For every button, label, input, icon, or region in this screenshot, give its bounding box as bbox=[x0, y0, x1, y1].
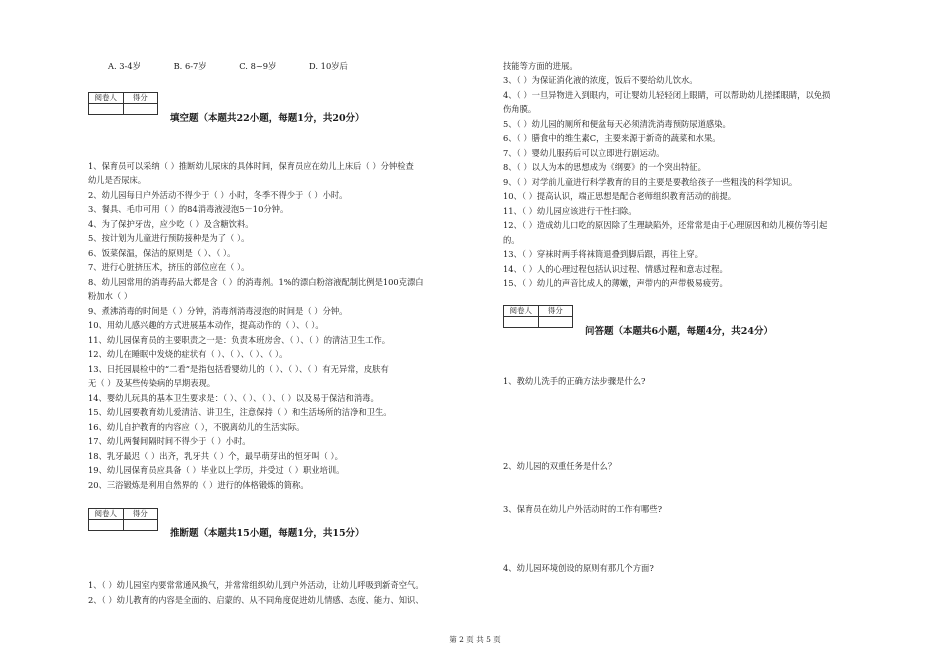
fill-line: 13、日托园晨检中的“二看”是指包括看婴幼儿的（ ）、（ ）、（ ）有无异常，皮肤有 bbox=[88, 364, 389, 374]
fill-line: 12、幼儿在睡眠中发烧的症状有（ ）、（ ）、（ ）、（ ）。 bbox=[88, 349, 288, 359]
fill-line: 5、按计划为儿童进行预防接种是为了（ ）。 bbox=[88, 233, 250, 243]
score-cell[interactable] bbox=[123, 104, 158, 115]
judge-line: 5、（ ）幼儿园的厕所和便盆每天必须清洗消毒预防尿道感染。 bbox=[503, 119, 731, 129]
judge-line: 13、（ ）穿袜时两手将袜筒退叠到脚后跟，再往上穿。 bbox=[503, 249, 703, 259]
fill-line: 10、用幼儿感兴趣的方式进展基本动作，提高动作的（ ）、（ ）。 bbox=[88, 320, 324, 330]
reviewer-cell[interactable] bbox=[504, 317, 539, 328]
judge-section-title: 推断题（本题共15小题，每题1分，共15分） bbox=[170, 528, 365, 539]
score-label: 得分 bbox=[123, 93, 158, 104]
fill-line: 6、饭菜保温，保洁的原则是（ ）、（ ）。 bbox=[88, 248, 236, 258]
score-box-qa bbox=[503, 305, 573, 328]
judge-line: 14、（ ）人的心理过程包括认识过程、情感过程和意志过程。 bbox=[503, 264, 728, 274]
qa-question: 1、教幼儿洗手的正确方法步骤是什么? bbox=[503, 376, 646, 386]
choice-a: A. 3-4岁 bbox=[108, 61, 141, 71]
fill-line: 3、餐具、毛巾可用（ ）的84消毒液浸泡5－10分钟。 bbox=[88, 204, 289, 214]
reviewer-label: 阅卷人 bbox=[89, 509, 124, 520]
judge-line: 9、（ ）对学前儿童进行科学教育的目的主要是要教给孩子一些粗浅的科学知识。 bbox=[503, 177, 798, 187]
score-box-judge bbox=[88, 508, 158, 531]
fill-line: 粉加水（ ） bbox=[88, 291, 133, 301]
fill-line: 无（ ）及某些传染病的早期表现。 bbox=[88, 378, 216, 388]
fill-line: 14、婴幼儿玩具的基本卫生要求是：（ ）、（ ）、（ ）、（ ）以及易于保洁和消毒。 bbox=[88, 393, 379, 403]
answer-choices bbox=[108, 60, 378, 72]
reviewer-cell[interactable] bbox=[89, 520, 124, 531]
qa-section-title: 问答题（本题共6小题，每题4分，共24分） bbox=[585, 326, 773, 337]
judge-line: 10、（ ）提高认识，端正思想是配合老师组织教育活动的前提。 bbox=[503, 191, 737, 201]
fill-line: 18、乳牙最迟（ ）出齐，乳牙共（ ）个，最早萌芽出的恒牙叫（ ）。 bbox=[88, 451, 343, 461]
fill-line: 2、幼儿园每日户外活动不得少于（ ）小时，冬季不得少于（ ）小时。 bbox=[88, 190, 348, 200]
reviewer-label: 阅卷人 bbox=[89, 93, 124, 104]
judge-line: 15、（ ）幼儿的声音比成人的薄嫩，声带内的声带极易疲劳。 bbox=[503, 278, 728, 288]
fill-line: 15、幼儿园要教育幼儿爱清洁、讲卫生，注意保持（ ）和生活场所的洁净和卫生。 bbox=[88, 407, 392, 417]
choice-c: C. 8~9岁 bbox=[239, 61, 277, 71]
judge-line: 11、（ ）幼儿园应该进行干性扫除。 bbox=[503, 206, 637, 216]
score-label: 得分 bbox=[123, 509, 158, 520]
reviewer-cell[interactable] bbox=[89, 104, 124, 115]
fill-line: 16、幼儿自护教育的内容应（ ），不脱离幼儿的生活实际。 bbox=[88, 422, 305, 432]
fill-line: 9、煮沸消毒的时间是（ ）分钟，消毒剂消毒浸泡的时间是（ ）分钟。 bbox=[88, 306, 348, 316]
score-label: 得分 bbox=[538, 306, 573, 317]
judge-line: 4、（ ）一旦异物进入到眼内，可让婴幼儿轻轻闭上眼睛，可以帮助幼儿搓揉眼睛，以免损 bbox=[503, 90, 831, 100]
fill-line: 8、幼儿园常用的消毒药品大都是含（ ）的消毒剂。1%的漂白粉溶液配制比例是100克漂白 bbox=[88, 277, 424, 287]
fill-line: 17、幼儿两餐间隔时间不得少于（ ）小时。 bbox=[88, 436, 251, 446]
judge-line: 7、（ ）婴幼儿服药后可以立即进行剧运动。 bbox=[503, 148, 665, 158]
fill-line: 20、三浴锻炼是利用自然界的（ ）进行的体格锻炼的简称。 bbox=[88, 480, 309, 490]
fill-line: 11、幼儿园保育员的主要职责之一是：负责本班房舍、（ ）、（ ）的清洁卫生工作。 bbox=[88, 335, 391, 345]
qa-question: 3、保育员在幼儿户外活动时的工作有哪些? bbox=[503, 504, 663, 514]
judge-line: 技能等方面的进展。 bbox=[503, 61, 578, 71]
judge-line: 的。 bbox=[503, 235, 520, 245]
judge-line: 伤角膜。 bbox=[503, 104, 537, 114]
fill-line: 4、为了保护牙齿，应少吃（ ）及含糖饮料。 bbox=[88, 219, 254, 229]
judge-line: 8、（ ）以人为本的思想成为《纲要》的一个突出特征。 bbox=[503, 162, 706, 172]
fill-line: 7、进行心脏挤压术，挤压的部位应在（ ）。 bbox=[88, 262, 250, 272]
judge-line: 6、（ ）膳食中的维生素C，主要来源于新奇的蔬菜和水果。 bbox=[503, 133, 721, 143]
fill-line: 1、保育员可以采纳（ ）推断幼儿尿床的具体时间，保育员应在幼儿上床后（ ）分钟检查 bbox=[88, 161, 414, 171]
fill-section-title: 填空题（本题共22小题，每题1分，共20分） bbox=[170, 113, 365, 124]
score-cell[interactable] bbox=[538, 317, 573, 328]
fill-line: 幼儿是否尿床。 bbox=[88, 175, 147, 185]
page-number: 第 2 页 共 5 页 bbox=[449, 635, 501, 644]
choice-d: D. 10岁后 bbox=[309, 61, 348, 71]
choice-b: B. 6-7岁 bbox=[173, 61, 207, 71]
judge-line: 12、（ ）造成幼儿口吃的原因除了生理缺陷外，还常常是由于心理原因和幼儿模仿等引起 bbox=[503, 220, 828, 230]
fill-line: 19、幼儿园保育员应具备（ ）毕业以上学历，并受过（ ）职业培训。 bbox=[88, 465, 345, 475]
qa-question: 4、幼儿园环境创设的原则有那几个方面? bbox=[503, 563, 654, 573]
judge-line: 3、（ ）为保证消化液的浓度，饭后不要给幼儿饮水。 bbox=[503, 75, 698, 85]
reviewer-label: 阅卷人 bbox=[504, 306, 539, 317]
judge-line: 2、（ ）幼儿教育的内容是全面的、启蒙的、从不同角度促进幼儿情感、态度、能力、知识、 bbox=[88, 595, 424, 605]
qa-question: 2、幼儿园的双重任务是什么？ bbox=[503, 461, 617, 471]
score-cell[interactable] bbox=[123, 520, 158, 531]
score-box-fill bbox=[88, 92, 158, 115]
judge-line: 1、（ ）幼儿园室内要常常通风换气，并常常组织幼儿到户外活动，让幼儿呼吸到新奇空气。 bbox=[88, 580, 424, 590]
